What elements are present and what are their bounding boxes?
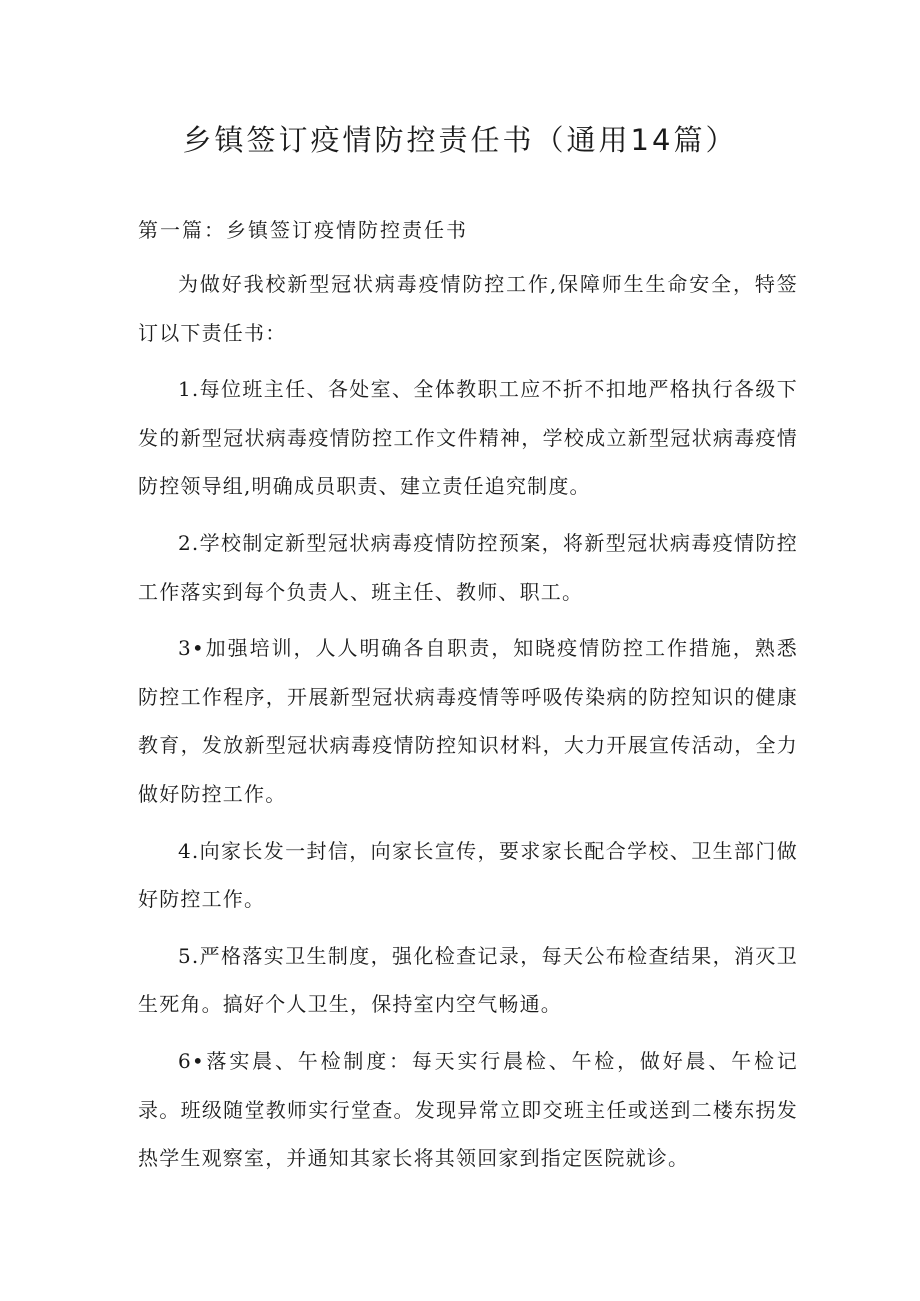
paragraph-intro: 为做好我校新型冠状病毒疫情防控工作,保障师生生命安全，特签订以下责任书：: [138, 272, 798, 345]
paragraph-item-2: 2.学校制定新型冠状病毒疫情防控预案，将新型冠状病毒疫情防控工作落实到每个负责人、班主任、教师、职工。: [138, 530, 798, 604]
document-body: [138, 260, 798, 1191]
document-title: 乡镇签订疫情防控责任书（通用14篇）: [182, 123, 738, 157]
paragraph-item-6: 6•落实晨、午检制度：每天实行晨检、午检，做好晨、午检记录。班级随堂教师实行堂查。发现异常立即交班主任或送到二楼东拐发热学生观察室，并通知其家长将其领回家到指定医院就诊。: [138, 1048, 798, 1171]
paragraph-item-1: 1.每位班主任、各处室、全体教职工应不折不扣地严格执行各级下发的新型冠状病毒疫情防控工作文件精神，学校成立新型冠状病毒疫情防控领导组,明确成员职责、建立责任追究制度。: [138, 377, 798, 499]
paragraph-item-3: 3•加强培训，人人明确各自职责，知晓疫情防控工作措施，熟悉防控工作程序，开展新型冠状病毒疫情等呼吸传染病的防控知识的健康教育，发放新型冠状病毒疫情防控知识材料，大力开展宣传活动，全力做好防控工作。: [138, 636, 798, 806]
paragraph-item-4: 4.向家长发一封信，向家长宣传，要求家长配合学校、卫生部门做好防控工作。: [138, 838, 798, 912]
section-heading: 第一篇：乡镇签订疫情防控责任书: [138, 218, 468, 242]
paragraph-item-5: 5.严格落实卫生制度，强化检查记录，每天公布检查结果，消灭卫生死角。搞好个人卫生，保持室内空气畅通。: [138, 943, 798, 1017]
